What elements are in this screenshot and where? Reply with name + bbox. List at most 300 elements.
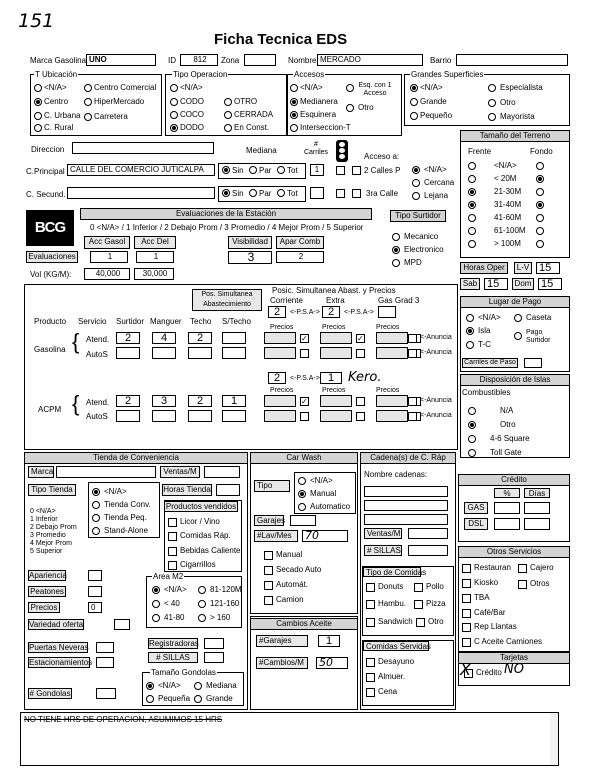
servicios-label-llantas: Rep Llantas bbox=[474, 622, 517, 631]
acceso-radio-lejana[interactable] bbox=[412, 192, 420, 200]
credito-pct-label: % bbox=[494, 488, 520, 498]
islas-radio-tollgate[interactable] bbox=[468, 449, 476, 457]
header-techo: Techo bbox=[190, 317, 212, 326]
cadena-check-pollo[interactable] bbox=[414, 583, 423, 592]
carwash-lav-field[interactable]: 70 bbox=[302, 530, 348, 542]
traffic-light-icon bbox=[336, 140, 348, 162]
tarjetas-x-mark: X bbox=[460, 660, 471, 679]
gasgrad-psa-field[interactable] bbox=[378, 306, 396, 318]
tarjetas-no-note: NO bbox=[504, 662, 524, 677]
gas-price-field[interactable] bbox=[376, 332, 408, 344]
acpm-cell[interactable]: 3 bbox=[152, 395, 176, 407]
cadena-label-pollo: Pollo bbox=[426, 582, 444, 591]
evaluaciones-scale: 0 <N/A> / 1 Inferior / 2 Debajo Prom / 3 Promedio / 4 Mejor Prom / 5 Superior bbox=[90, 223, 364, 232]
operacion-radio-codo[interactable] bbox=[170, 98, 178, 106]
terreno-fondo-radio[interactable] bbox=[536, 214, 544, 222]
operacion-radio-na[interactable] bbox=[170, 84, 178, 92]
conv-area-label-na: <N/A> bbox=[164, 585, 187, 594]
acpm-cell[interactable] bbox=[188, 410, 212, 422]
secundaria-radio-sin[interactable] bbox=[222, 189, 230, 197]
bcg-logo bbox=[26, 210, 74, 246]
gas-cell[interactable] bbox=[222, 347, 246, 359]
nombre-field[interactable]: MERCADO bbox=[317, 54, 423, 66]
footer-note: NO TIENE HRS DE OPERACION, ASUMIMOS 15 HRS bbox=[24, 715, 223, 724]
carwash-check-secado[interactable] bbox=[264, 566, 273, 575]
cadena-label-desayuno: Desayuno bbox=[378, 657, 415, 666]
superficies-radio-mayorista[interactable] bbox=[488, 113, 496, 121]
acpm-cell[interactable]: 2 bbox=[188, 395, 212, 407]
pago-label-tc: T-C bbox=[478, 340, 491, 349]
operacion-radio-coco[interactable] bbox=[170, 111, 178, 119]
gas-price-check[interactable]: ✓ bbox=[357, 334, 364, 343]
surtidor-radio-electronico[interactable] bbox=[392, 246, 400, 254]
terreno-fondo-radio[interactable] bbox=[536, 240, 544, 248]
direccion-field[interactable] bbox=[72, 142, 214, 154]
acpm-brace: { bbox=[72, 391, 80, 416]
ubicacion-radio-na[interactable] bbox=[34, 84, 42, 92]
accesos-radio-medianera[interactable] bbox=[290, 98, 298, 106]
acpm-psa-field-2[interactable]: 1 bbox=[320, 372, 342, 384]
acpm-precios-label: Precios bbox=[322, 387, 346, 394]
eval-acc-gasol-field[interactable]: 1 bbox=[90, 251, 128, 263]
gas-price-field[interactable] bbox=[264, 332, 296, 344]
servicios-check-cafe[interactable] bbox=[462, 609, 471, 618]
pago-radio-isla[interactable] bbox=[466, 327, 474, 335]
header-stecho: S/Techo bbox=[222, 317, 251, 326]
servicios-check-cajero[interactable] bbox=[518, 564, 527, 573]
conv-prod-check-cigarrillos[interactable] bbox=[168, 561, 177, 570]
operacion-radio-otro[interactable] bbox=[224, 98, 232, 106]
conv-apariencia-field[interactable] bbox=[88, 570, 102, 581]
operacion-radio-enconst[interactable] bbox=[224, 124, 232, 132]
secundaria-check-a[interactable] bbox=[336, 189, 345, 198]
superficies-radio-otro[interactable] bbox=[488, 99, 496, 107]
cadena-check-almuer[interactable] bbox=[366, 673, 375, 682]
acceso-radio-cercana[interactable] bbox=[412, 179, 420, 187]
horas-sab-field[interactable]: 15 bbox=[484, 278, 508, 290]
terreno-frente-radio[interactable] bbox=[468, 162, 476, 170]
acpm-price-check[interactable] bbox=[356, 397, 365, 406]
terreno-frente-radio[interactable] bbox=[468, 201, 476, 209]
cadena-check-otro[interactable] bbox=[416, 618, 425, 627]
acceso-radio-na[interactable] bbox=[412, 166, 420, 174]
acceso-a-label: Acceso a: bbox=[364, 152, 400, 161]
conv-area-radio-81[interactable] bbox=[198, 586, 206, 594]
acpm-label: ACPM bbox=[38, 405, 62, 414]
gas-cell[interactable]: 2 bbox=[116, 332, 140, 344]
superficies-label-pequeno: Pequeño bbox=[420, 111, 453, 120]
cadena-nombre-field-2[interactable] bbox=[364, 500, 448, 511]
gas-atend-label: Atend. bbox=[86, 335, 110, 344]
conv-scale-1: 1 Inferior bbox=[30, 516, 58, 523]
cadena-label-pizza: Pizza bbox=[426, 599, 446, 608]
cadena-check-desayuno[interactable] bbox=[366, 658, 375, 667]
barrio-field[interactable] bbox=[456, 54, 568, 66]
conv-gondolas-field[interactable] bbox=[96, 688, 116, 699]
pago-radio-tc[interactable] bbox=[466, 341, 474, 349]
conveniencia-title: Tienda de Conveniencia bbox=[24, 452, 248, 464]
superficies-label-mayorista: Mayorista bbox=[500, 112, 535, 121]
credito-gas-pct-field[interactable] bbox=[494, 502, 520, 514]
servicios-check-restauran[interactable] bbox=[462, 564, 471, 573]
servicios-check-tba[interactable] bbox=[462, 594, 471, 603]
conv-gond-radio-na[interactable] bbox=[146, 682, 154, 690]
secundaria-check-b[interactable] bbox=[352, 189, 361, 198]
conv-registradoras-field[interactable] bbox=[204, 638, 224, 649]
secundaria-carriles-field[interactable] bbox=[310, 187, 324, 199]
gas-price-check[interactable]: ✓ bbox=[301, 334, 308, 343]
terreno-frente: Frente bbox=[468, 147, 492, 156]
conv-estacionamientos-field[interactable] bbox=[96, 657, 114, 668]
acpm-price-field[interactable] bbox=[376, 410, 408, 422]
secundaria-radio-tot[interactable] bbox=[277, 189, 285, 197]
gasolina-label: Gasolina bbox=[34, 345, 66, 354]
accesos-radio-na[interactable] bbox=[290, 84, 298, 92]
superficies-title: Grandes Superficies bbox=[411, 70, 484, 79]
operacion-label-coco: COCO bbox=[180, 110, 204, 119]
conv-area-radio-40[interactable] bbox=[152, 600, 160, 608]
conv-tipo-tienda-label: Tipo Tienda bbox=[28, 484, 76, 496]
cadena-check-sandwich[interactable] bbox=[366, 618, 375, 627]
accesos-radio-esq[interactable] bbox=[346, 84, 354, 92]
terreno-frente-radio[interactable] bbox=[468, 188, 476, 196]
secundaria-label-sin: Sin bbox=[232, 189, 244, 198]
secundaria-radio-par[interactable] bbox=[249, 189, 257, 197]
ubicacion-label-crural: C. Rural bbox=[44, 123, 74, 132]
gas-cell[interactable] bbox=[152, 347, 176, 359]
surtidor-label-mecanico: Mecanico bbox=[404, 232, 439, 241]
header-producto: Producto bbox=[34, 317, 67, 326]
superficies-radio-pequeno[interactable] bbox=[410, 112, 418, 120]
carwash-check-manual[interactable] bbox=[264, 551, 273, 560]
header-acc-gasol: Acc Gasol bbox=[84, 236, 130, 249]
gas-cell[interactable] bbox=[188, 347, 212, 359]
servicios-check-llantas[interactable] bbox=[462, 623, 471, 632]
principal-label-sin: Sin bbox=[232, 166, 244, 175]
operacion-label-codo: CODO bbox=[180, 97, 204, 106]
islas-radio-na[interactable] bbox=[468, 407, 476, 415]
conv-area-radio-121[interactable] bbox=[198, 600, 206, 608]
aceite-title: Cambios Aceite bbox=[250, 618, 358, 630]
gas-anuncia-check[interactable] bbox=[408, 334, 417, 343]
terreno-size-label: < 20M bbox=[494, 174, 517, 183]
surtidor-radio-mpd[interactable] bbox=[392, 259, 400, 267]
conv-prod-check-licor[interactable] bbox=[168, 518, 177, 527]
pago-radio-surtidor[interactable] bbox=[514, 332, 522, 340]
header-surtidor: Surtidor bbox=[116, 317, 145, 326]
gas-cell[interactable] bbox=[116, 347, 140, 359]
acpm-cell[interactable] bbox=[152, 410, 176, 422]
cadena-label-almuer: Almuer. bbox=[378, 672, 406, 681]
accesos-label-esq: Esq. con 1 Acceso bbox=[358, 82, 392, 97]
conv-gondolas-label: # Gondolas bbox=[29, 689, 71, 698]
vol-field-1[interactable]: 40,000 bbox=[84, 268, 130, 280]
conv-area-label-121: 121-160 bbox=[210, 599, 240, 608]
conv-precios-label: Precios bbox=[28, 602, 60, 613]
operacion-label-dodo: DODO bbox=[180, 123, 204, 132]
acpm-anuncia-check[interactable] bbox=[408, 397, 417, 406]
principal-label-tot: Tot bbox=[287, 166, 298, 175]
id-field[interactable]: 812 bbox=[180, 54, 218, 66]
acpm-psa-field-1[interactable]: 2 bbox=[268, 372, 286, 384]
cadena-title: Cadena(s) de C. Ráp bbox=[360, 452, 456, 464]
ubicacion-label-centro: Centro bbox=[44, 97, 69, 106]
acpm-price-field[interactable] bbox=[264, 395, 296, 407]
islas-radio-otro[interactable] bbox=[468, 421, 476, 429]
cadena-check-hambu[interactable] bbox=[366, 600, 375, 609]
carwash-checklabel-manual: Manual bbox=[276, 550, 303, 559]
operacion-radio-dodo[interactable] bbox=[170, 124, 178, 132]
acpm-cell[interactable]: 2 bbox=[116, 395, 140, 407]
conv-scale-4: 4 Mejor Prom bbox=[30, 540, 73, 547]
accesos-radio-otro[interactable] bbox=[346, 104, 354, 112]
terreno-frente-radio[interactable] bbox=[468, 227, 476, 235]
acpm-price-check[interactable] bbox=[356, 412, 365, 421]
principal-check-a[interactable] bbox=[336, 166, 345, 175]
islas-label-otro: Otro bbox=[500, 420, 516, 429]
credito-dsl-pct-field[interactable] bbox=[494, 518, 520, 530]
principal-radio-sin[interactable] bbox=[222, 166, 230, 174]
eval-visibilidad-field[interactable]: 3 bbox=[228, 251, 272, 264]
conv-scale-0: 0 <N/A> bbox=[30, 508, 56, 515]
conv-precios-field[interactable]: 0 bbox=[88, 602, 102, 613]
conv-peatones-field[interactable] bbox=[88, 586, 102, 597]
id-label: ID bbox=[168, 56, 176, 65]
terreno-size-label: 21-30M bbox=[494, 187, 522, 196]
eval-acc-del-field[interactable]: 1 bbox=[136, 251, 174, 263]
conv-tipo-radio-peq[interactable] bbox=[92, 514, 100, 522]
conv-variedad-label: Variedad oferta bbox=[29, 620, 84, 629]
gas-precios-label: Precios bbox=[270, 324, 294, 331]
accesos-label-interseccion: Interseccion-T bbox=[300, 123, 351, 132]
accesos-title: Accesos bbox=[294, 70, 325, 79]
islas-group bbox=[460, 374, 570, 458]
gas-price-check[interactable] bbox=[300, 349, 309, 358]
principal-field[interactable]: CALLE DEL COMERCIO JUTICALPA bbox=[67, 164, 215, 176]
servicios-check-aceite[interactable] bbox=[462, 638, 471, 647]
pago-radio-caseta[interactable] bbox=[514, 314, 522, 322]
superficies-label-na: <N/A> bbox=[420, 83, 443, 92]
conv-prod-check-comidas[interactable] bbox=[168, 532, 177, 541]
servicios-label-restauran: Restauran bbox=[474, 563, 511, 572]
acpm-price-field[interactable] bbox=[264, 410, 296, 422]
surtidor-title: Tipo Surtidor bbox=[390, 210, 446, 222]
tres-calle-label: 3ra Calle bbox=[366, 189, 399, 198]
conv-puertas-field[interactable] bbox=[96, 642, 114, 653]
conv-tipo-radio-conv[interactable] bbox=[92, 501, 100, 509]
principal-radio-par[interactable] bbox=[249, 166, 257, 174]
ubicacion-radio-hiper[interactable] bbox=[84, 98, 92, 106]
cadena-label-otro: Otro bbox=[428, 617, 444, 626]
conv-tipo-radio-stand[interactable] bbox=[92, 527, 100, 535]
gas-price-field[interactable] bbox=[376, 347, 408, 359]
acpm-cell[interactable]: 1 bbox=[222, 395, 246, 407]
aceite-garajes-label: #Garajes bbox=[256, 635, 308, 647]
cadena-check-pizza[interactable] bbox=[414, 600, 423, 609]
conv-horas-tienda-label: Horas Tienda bbox=[163, 485, 211, 494]
horas-dom-field[interactable]: 15 bbox=[538, 278, 562, 290]
carwash-garajes-field[interactable] bbox=[290, 515, 316, 526]
servicios-check-kiosko[interactable] bbox=[462, 579, 471, 588]
terreno-frente-radio[interactable] bbox=[468, 214, 476, 222]
cadena-check-cena[interactable] bbox=[366, 688, 375, 697]
operacion-radio-cerrada[interactable] bbox=[224, 111, 232, 119]
carriles-label: # Carriles bbox=[303, 141, 329, 156]
superficies-radio-na[interactable] bbox=[410, 84, 418, 92]
cadena-ventas-field[interactable] bbox=[408, 528, 448, 539]
gas-price-field[interactable] bbox=[264, 347, 296, 359]
ubicacion-radio-ccomercial[interactable] bbox=[84, 84, 92, 92]
horas-oper-label: Horas Oper bbox=[460, 262, 508, 274]
acpm-price-field[interactable] bbox=[320, 395, 352, 407]
terreno-fondo-radio[interactable] bbox=[536, 175, 544, 183]
gas-cell[interactable]: 2 bbox=[188, 332, 212, 344]
carwash-check-automat[interactable] bbox=[264, 581, 273, 590]
secundaria-label-tot: Tot bbox=[287, 189, 298, 198]
conv-ventas-field[interactable] bbox=[204, 466, 240, 478]
ubicacion-label-carretera: Carretera bbox=[94, 112, 128, 121]
marca-label: Marca Gasolina bbox=[30, 56, 87, 65]
cadena-sillas-label: # SILLAS bbox=[364, 545, 402, 556]
gasolina-brace: { bbox=[72, 329, 80, 354]
accesos-radio-interseccion[interactable] bbox=[290, 124, 298, 132]
principal-radio-tot[interactable] bbox=[277, 166, 285, 174]
zona-field[interactable] bbox=[244, 54, 276, 66]
terreno-fondo-radio[interactable] bbox=[536, 201, 544, 209]
servicios-title: Otros Servicios bbox=[458, 546, 570, 558]
gas-price-field[interactable] bbox=[320, 347, 352, 359]
ubicacion-radio-curbana[interactable] bbox=[34, 112, 42, 120]
carwash-radio-automatico[interactable] bbox=[298, 503, 306, 511]
carwash-radio-na[interactable] bbox=[298, 477, 306, 485]
conv-prod-label-bebidas: Bebidas Caliente bbox=[180, 546, 241, 555]
acpm-anuncia-check[interactable] bbox=[408, 412, 417, 421]
carwash-radio-manual[interactable] bbox=[298, 490, 306, 498]
acpm-price-field[interactable] bbox=[320, 410, 352, 422]
accesos-label-medianera: Medianera bbox=[300, 97, 338, 106]
extra-psa-field[interactable]: 2 bbox=[322, 306, 340, 318]
ubicacion-label-ccomercial: Centro Comercial bbox=[94, 83, 157, 92]
carriles-paso-field[interactable] bbox=[524, 358, 542, 368]
conv-tipo-radio-na[interactable] bbox=[92, 488, 100, 496]
conv-horas-tienda-field[interactable] bbox=[216, 484, 240, 496]
ubicacion-radio-carretera[interactable] bbox=[84, 113, 92, 121]
horas-lv-field[interactable]: 15 bbox=[536, 262, 560, 274]
principal-carriles-field[interactable]: 1 bbox=[310, 164, 324, 176]
header-servicio: Servicio bbox=[78, 317, 107, 326]
horas-sab-label: Sab bbox=[460, 278, 480, 290]
gas-anuncia-check[interactable] bbox=[408, 349, 417, 358]
cadena-check-donuts[interactable] bbox=[366, 583, 375, 592]
islas-radio-square[interactable] bbox=[468, 435, 476, 443]
vol-field-2[interactable]: 30,000 bbox=[134, 268, 174, 280]
conv-variedad-field[interactable] bbox=[114, 619, 130, 630]
cadena-nombre-field-3[interactable] bbox=[364, 514, 448, 525]
acpm-price-check[interactable]: ✓ bbox=[301, 397, 308, 406]
conv-prod-label-cigarrillos: Cigarrillos bbox=[180, 560, 216, 569]
superficies-radio-especialista[interactable] bbox=[488, 84, 496, 92]
conv-area-radio-160[interactable] bbox=[198, 614, 206, 622]
posic-simultanea-label: Posic. Simultanea Abast. y Precios bbox=[272, 286, 396, 295]
ubicacion-title: T Ubicación bbox=[35, 70, 78, 79]
gas-price-field[interactable] bbox=[320, 332, 352, 344]
cadena-sillas-field[interactable] bbox=[408, 545, 448, 556]
tarjetas-label-credito: Crédito bbox=[476, 668, 502, 677]
kero-note: Kero. bbox=[348, 370, 382, 385]
acpm-precios-label: Precios bbox=[270, 387, 294, 394]
terreno-frente-radio[interactable] bbox=[468, 175, 476, 183]
acpm-atend-label: Atend. bbox=[86, 398, 110, 407]
conv-registradoras-label: Registradoras bbox=[149, 639, 199, 648]
conv-prod-label-licor: Licor / Vino bbox=[180, 517, 220, 526]
eval-apar-comb-field[interactable]: 2 bbox=[276, 251, 324, 263]
marca-field[interactable]: UNO bbox=[86, 54, 156, 66]
terreno-fondo-radio[interactable] bbox=[536, 162, 544, 170]
secundaria-field[interactable] bbox=[67, 187, 215, 199]
terreno-fondo-radio[interactable] bbox=[536, 188, 544, 196]
terreno-fondo-radio[interactable] bbox=[536, 227, 544, 235]
gas-price-check[interactable] bbox=[356, 349, 365, 358]
servicios-check-otros[interactable] bbox=[518, 580, 527, 589]
superficies-radio-grande[interactable] bbox=[410, 98, 418, 106]
carwash-check-camion[interactable] bbox=[264, 596, 273, 605]
ubicacion-radio-crural[interactable] bbox=[34, 124, 42, 132]
aceite-garajes-field[interactable]: 1 bbox=[318, 635, 340, 647]
accesos-radio-esquinera[interactable] bbox=[290, 111, 298, 119]
principal-check-b[interactable] bbox=[352, 166, 361, 175]
conv-gond-radio-mediana[interactable] bbox=[194, 682, 202, 690]
terreno-frente-radio[interactable] bbox=[468, 240, 476, 248]
acpm-autos-label: AutoS bbox=[86, 412, 108, 421]
conv-marca-field[interactable] bbox=[56, 466, 156, 478]
conv-gond-radio-grande[interactable] bbox=[194, 695, 202, 703]
conv-gond-radio-pequena[interactable] bbox=[146, 695, 154, 703]
conv-sillas-field[interactable] bbox=[204, 652, 224, 663]
operacion-label-na: <N/A> bbox=[180, 83, 203, 92]
gas-cell[interactable]: 4 bbox=[152, 332, 176, 344]
acpm-cell[interactable] bbox=[222, 410, 246, 422]
cadena-tipo-comidas-label: Tipo de Comidas bbox=[363, 567, 421, 577]
carwash-label-na: <N/A> bbox=[310, 476, 333, 485]
pago-label-caseta: Caseta bbox=[526, 313, 552, 322]
pago-title: Lugar de Pago bbox=[460, 296, 570, 308]
gas-autos-label: AutoS bbox=[86, 350, 108, 359]
carwash-checklabel-automat: Automát. bbox=[276, 580, 309, 589]
pago-radio-na[interactable] bbox=[466, 314, 474, 322]
conv-area-radio-41[interactable] bbox=[152, 614, 160, 622]
conv-area-radio-na[interactable] bbox=[152, 586, 160, 594]
acpm-anuncia-label: <-Anuncia bbox=[420, 397, 452, 404]
aceite-cambios-field[interactable]: 50 bbox=[316, 657, 348, 669]
acpm-precios-label: Precios bbox=[376, 387, 400, 394]
ubicacion-radio-centro[interactable] bbox=[34, 98, 42, 106]
conv-prod-check-bebidas[interactable] bbox=[168, 547, 177, 556]
credito-dsl-dias-field[interactable] bbox=[524, 518, 550, 530]
acpm-price-field[interactable] bbox=[376, 395, 408, 407]
acpm-cell[interactable] bbox=[116, 410, 140, 422]
accesos-label-otro: Otro bbox=[358, 103, 374, 112]
corriente-psa-field[interactable]: 2 bbox=[268, 306, 286, 318]
gas-cell[interactable] bbox=[222, 332, 246, 344]
zona-label: Zona bbox=[221, 56, 240, 65]
notes-scrollbar[interactable] bbox=[550, 712, 559, 766]
acpm-price-check[interactable] bbox=[300, 412, 309, 421]
credito-gas-dias-field[interactable] bbox=[524, 502, 550, 514]
gas-anuncia-label: <-Anuncia bbox=[420, 334, 452, 341]
header-manguer: Manguer bbox=[150, 317, 182, 326]
cadena-nombre-field-1[interactable] bbox=[364, 486, 448, 497]
surtidor-radio-mecanico[interactable] bbox=[392, 233, 400, 241]
